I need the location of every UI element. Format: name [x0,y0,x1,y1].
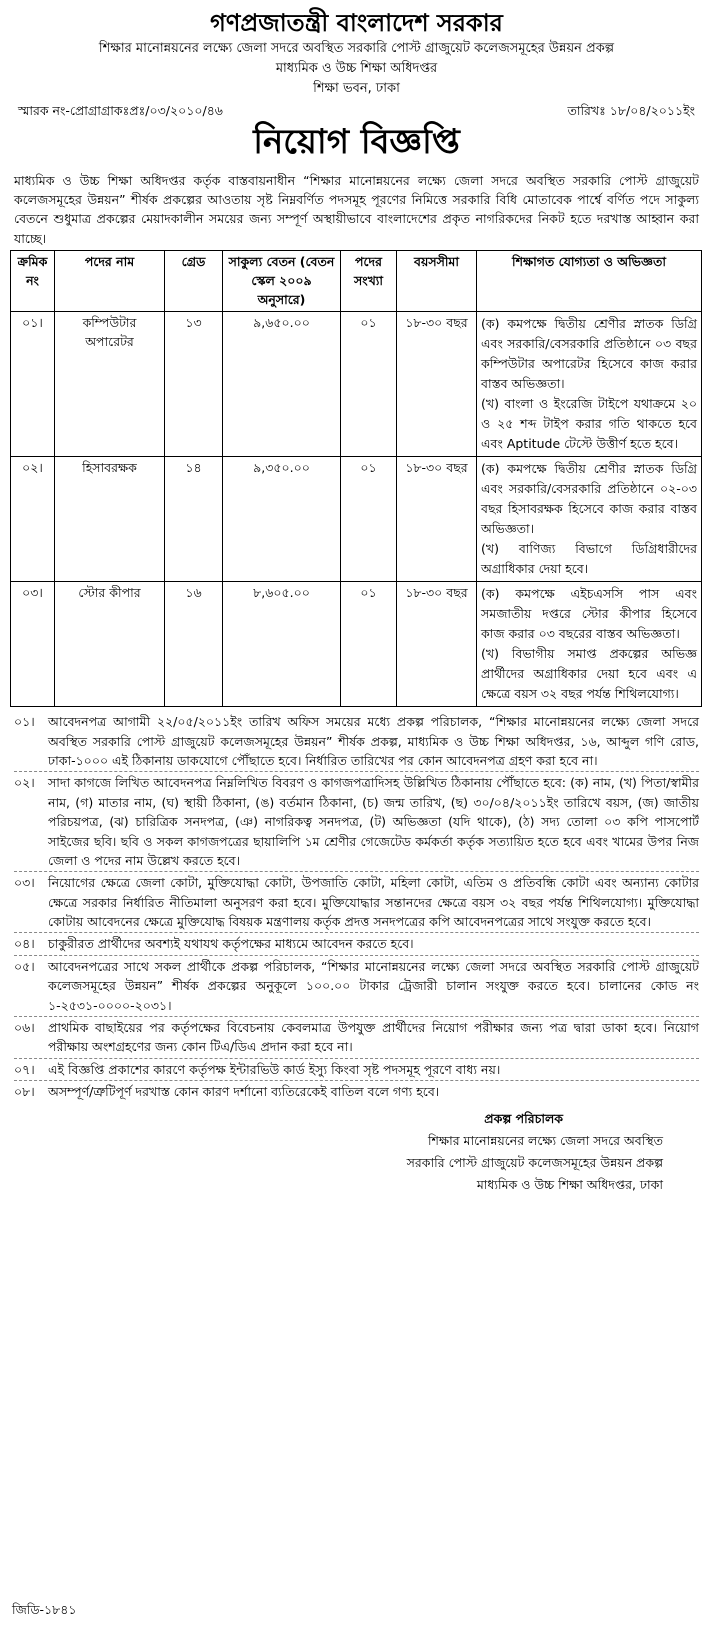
term-number: ০১। [14,714,35,730]
term-item [14,956,699,1017]
office-address: শিক্ষা ভবন, ঢাকা [313,81,400,97]
row-qualification [477,582,702,707]
row-age: ১৮-৩০ বছর [397,457,477,582]
header-salary: সাকুল্য বেতন (বেতন স্কেল ২০০৯ অনুসারে) [223,251,341,312]
qualification-a: (ক) কমপক্ষে দ্বিতীয় শ্রেণীর স্নাতক ডিগ্রি এবং সরকারি/বেসরকারি প্রতিষ্ঠানে ০৩ বছর কম্পিউটার অপারেটর হিসেবে কাজ করার বাস্তব অভিজ্ঞতা। [481,316,697,392]
table-header-row [11,251,702,312]
term-text: নিয়োগের ক্ষেত্রে জেলা কোটা, মুক্তিযোদ্ধা কোটা, উপজাতি কোটা, মহিলা কোটা, এতিম ও প্রতিবন্ধি কোটা এবং অন্যান্য কোটার ক্ষেত্রে সরকার নির্ধারিত নীতিমালা অনুসরণ করা হবে। মুক্তিযোদ্ধার সন্তানদের ক্ষেত্রে বয়স ৩২ বছর পর্যন্ত শিথিলযোগ্য। মুক্তিযোদ্ধা কোটায় আবেদনের ক্ষেত্রে মুক্তিযোদ্ধ বিষয়ক মন্ত্রণালয় কর্তৃক প্রদত্ত সনদপত্রের কপি আবেদনপত্রের সাথে সংযুক্ত করতে হবে। [48,875,699,930]
row-qualification [477,457,702,582]
term-text: আবেদনপত্রের সাথে সকল প্রার্থীকে প্রকল্প পরিচালক, “শিক্ষার মানোন্নয়নের লক্ষ্যে জেলা সদরে অবস্থিত সরকারি পোস্ট গ্রাজুয়েট কলেজসমূহের উন্নয়ন” শীর্ষক প্রকল্পের অনুকূলে ১০০.০০ টাকার ট্রেজারী চালান সংযুক্ত করতে হবে। চালানের কোড নং ১-২৫৩১-০০০০-২০৩১। [48,958,699,1013]
row-grade: ১৪ [165,457,223,582]
row-age: ১৮-৩০ বছর [397,582,477,707]
government-title: গণপ্রজাতন্ত্রী বাংলাদেশ সরকার [210,9,503,37]
term-number: ০৭। [14,1061,35,1077]
signature-block [10,1108,703,1196]
term-number: ০৪। [14,936,35,952]
term-item [14,872,699,933]
term-text: চাকুরীরত প্রার্থীদের অবশ্যই যথাযথ কর্তৃপক্ষের মাধ্যমে আবেদন করতে হবে। [48,936,414,952]
row-salary: ৯,৬৫০.০০ [223,312,341,457]
row-count: ০১ [341,312,397,457]
posts-table [10,250,702,707]
term-text: অসম্পূর্ণ/ত্রুটিপূর্ণ দরখাস্ত কোন কারণ দর্শানো ব্যতিরেকেই বাতিল বলে গণ্য হবে। [48,1084,440,1100]
row-count: ০১ [341,582,397,707]
row-serial: ০২। [11,457,55,582]
row-qualification [477,312,702,457]
term-item [14,1059,699,1081]
term-number: ০২। [14,775,35,791]
signatory-designation: প্রকল্প পরিচালক [484,1111,563,1127]
row-post: স্টোর কীপার [55,582,165,707]
term-text: আবেদনপত্র আগামী ২২/০৫/২০১১ইং তারিখ অফিস সময়ের মধ্যে প্রকল্প পরিচালক, “শিক্ষার মানোন্নয়নের লক্ষ্যে জেলা সদরে অবস্থিত সরকারি পোস্ট গ্রাজুয়েট কলেজসমূহের উন্নয়ন” শীর্ষক প্রকল্প, মাধ্যমিক ও উচ্চ শিক্ষা অধিদপ্তর, ১৬, আব্দুল গণি রোড, ঢাকা-১০০০ এই ঠিকানায় ডাকযোগে পৌঁছাতে হবে। নির্ধারিত তারিখের পর কোন আবেদনপত্র গ্রহণ করা হবে না। [48,714,699,769]
table-row [11,457,702,582]
reference-row [10,102,703,121]
term-item [14,772,699,872]
table-row [11,582,702,707]
gd-code: জিডি-১৮৪১ [12,1602,77,1618]
term-text: এই বিজ্ঞপ্তি প্রকাশের কারণে কর্তৃপক্ষ ইন্টারভিউ কার্ড ইস্যু কিংবা সৃষ্ট পদসমূহ পূরণে বাধ্য নয়। [48,1061,501,1077]
header-count: পদের সংখ্যা [341,251,397,312]
term-text: প্রাথমিক বাছাইয়ের পর কর্তৃপক্ষের বিবেচনায় কেবলমাত্র উপযুক্ত প্রার্থীদের নিয়োগ পরীক্ষার জন্য পত্র দ্বারা ডাকা হবে। নিয়োগ পরীক্ষায় অংশগ্রহণের জন্য কোন টিএ/ডিএ প্রদান করা হবে না। [48,1019,699,1055]
row-serial: ০১। [11,312,55,457]
qualification-b: (খ) বাণিজ্য বিভাগে ডিগ্রিধারীদের অগ্রাধিকার দেয়া হবে। [481,541,697,577]
row-count: ০১ [341,457,397,582]
header-qualification: শিক্ষাগত যোগ্যতা ও অভিজ্ঞতা [477,251,702,312]
signatory-line: মাধ্যমিক ও উচ্চ শিক্ষা অধিদপ্তর, ঢাকা [476,1177,663,1193]
term-item [14,1017,699,1059]
header-serial: ক্রমিক নং [11,251,55,312]
table-row [11,312,702,457]
header-grade: গ্রেড [165,251,223,312]
term-item [14,933,699,955]
row-post: কম্পিউটার অপারেটর [55,312,165,457]
qualification-b: (খ) বাংলা ও ইংরেজি টাইপে যথাক্রমে ২০ ও ২৫ শব্দ টাইপ করার গতি থাকতে হবে এবং Aptitude টেস্টে উত্তীর্ণ হতে হবে। [481,396,697,452]
terms-list [10,711,703,1102]
header [10,8,703,100]
term-item [14,711,699,772]
project-name: শিক্ষার মানোন্নয়নের লক্ষ্যে জেলা সদরে অবস্থিত সরকারি পোস্ট গ্রাজুয়েট কলেজসমূহের উন্নয়ন প্রকল্প [98,41,615,57]
header-post: পদের নাম [55,251,165,312]
notice-title: নিয়োগ বিজ্ঞপ্তি [253,122,460,163]
row-grade: ১৩ [165,312,223,457]
term-number: ০৩। [14,875,35,891]
header-age: বয়সসীমা [397,251,477,312]
row-salary: ৮,৬০৫.০০ [223,582,341,707]
row-age: ১৮-৩০ বছর [397,312,477,457]
qualification-b: (খ) বিভাগীয় সমাপ্ত প্রকল্পের অভিজ্ঞ প্রার্থীদের অগ্রাধিকার দেয়া হবে এবং এ ক্ষেত্রে বয়স ৩২ বছর পর্যন্ত শিথিলযোগ্য। [481,646,697,702]
term-text: সাদা কাগজে লিখিত আবেদনপত্র নিম্নলিখিত বিবরণ ও কাগজপত্রাদিসহ উল্লিখিত ঠিকানায় পৌঁছাতে হবে: (ক) নাম, (খ) পিতা/স্বামীর নাম, (গ) মাতার নাম, (ঘ) স্থায়ী ঠিকানা, (ঙ) বর্তমান ঠিকানা, (চ) জন্ম তারিখ, (ছ) ৩০/০৪/২০১১ইং তারিখে বয়স, (জ) জাতীয় পরিচয়পত্র, (ঝ) চারিত্রিক সনদপত্র, (ঞ) নাগরিকত্ব সনদপত্র, (ট) অভিজ্ঞতা (যদি থাকে), (ঠ) সদ্য তোলা ০৩ কপি পাসপোর্ট সাইজের ছবি। ছবি ও সকল কাগজপত্রের ছায়ালিপি ১ম শ্রেণীর গেজেটেড কর্মকর্তা কর্তৃক সত্যায়িত হতে হবে এবং খামের উপর নিজ জেলা ও পদের নাম উল্লেখ করতে হবে। [48,775,699,868]
signatory-line: শিক্ষার মানোন্নয়নের লক্ষ্যে জেলা সদরে অবস্থিত [427,1133,663,1149]
notice-page [0,8,713,1626]
term-number: ০৮। [14,1084,35,1100]
row-salary: ৯,৩৫০.০০ [223,457,341,582]
row-post: হিসাবরক্ষক [55,457,165,582]
notice-date: তারিখঃ ১৮/০৪/২০১১ইং [567,102,695,118]
term-number: ০৬। [14,1019,35,1035]
signatory-line: সরকারি পোস্ট গ্রাজুয়েট কলেজসমূহের উন্নয়ন প্রকল্প [406,1155,663,1171]
qualification-a: (ক) কমপক্ষে দ্বিতীয় শ্রেণীর স্নাতক ডিগ্রি এবং সরকারি/বেসরকারি প্রতিষ্ঠানে ০২-০৩ বছর হিসাবরক্ষক হিসেবে কাজ করার বাস্তব অভিজ্ঞতা। [481,461,697,537]
intro-paragraph: মাধ্যমিক ও উচ্চ শিক্ষা অধিদপ্তর কর্তৃক বাস্তবায়নাধীন “শিক্ষার মানোন্নয়নের লক্ষ্যে জেলা সদরে অবস্থিত সরকারি পোস্ট গ্রাজুয়েট কলেজসমূহের উন্নয়ন” শীর্ষক প্রকল্পের আওতায় সৃষ্ট নিম্নবর্ণিত পদসমূহ পূরণের নিমিত্তে সরকারি বিধি মোতাবেক পার্শ্বে বর্ণিত পদে সাকুল্য বেতনে শুধুমাত্র প্রকল্পের মেয়াদকালীন সময়ের জন্য সম্পূর্ণ অস্থায়ীভাবে বাংলাদেশের প্রকৃত নাগরিকদের নিকট হতে দরখাস্ত আহ্বান করা যাচ্ছে। [14,172,699,246]
qualification-a: (ক) কমপক্ষে এইচএসসি পাস এবং সমজাতীয় দপ্তরে স্টোর কীপার হিসেবে কাজ করার ০৩ বছরের বাস্তব অভিজ্ঞতা। [481,586,697,642]
row-serial: ০৩। [11,582,55,707]
term-item [14,1081,699,1102]
term-number: ০৫। [14,958,35,974]
directorate-name: মাধ্যমিক ও উচ্চ শিক্ষা অধিদপ্তর [275,61,438,77]
memo-number: স্মারক নং-প্রোগ্রাগ্রাকঃপ্রঃ/০৩/২০১০/৪৬ [18,102,223,118]
row-grade: ১৬ [165,582,223,707]
